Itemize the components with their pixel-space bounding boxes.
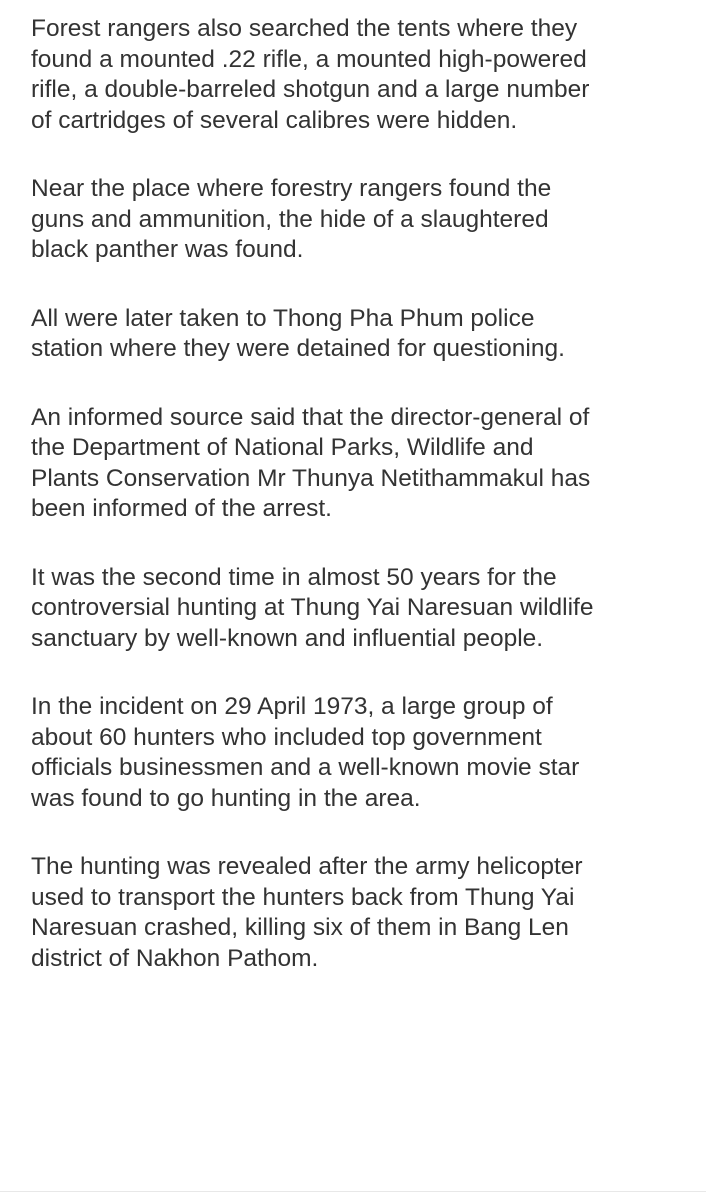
text-line: of cartridges of several calibres were hidden.: [31, 106, 518, 134]
text-line: station where they were detained for questioning.: [31, 335, 565, 362]
text-line: Plants Conservation Mr Thunya Netithammakul has: [31, 464, 591, 492]
article-paragraph: [31, 304, 681, 365]
text-line: Forest rangers also searched the tents where they: [31, 15, 578, 42]
text-line: Near the place where forestry rangers found the: [31, 175, 552, 202]
article-paragraph: [31, 403, 681, 525]
text-line: found a mounted .22 rifle, a mounted high-powered: [31, 45, 587, 73]
text-line: rifle, a double-barreled shotgun and a large number: [31, 76, 590, 103]
text-line: officials businessmen and a well-known movie star: [31, 754, 580, 781]
text-line: sanctuary by well-known and influential people.: [31, 624, 544, 652]
text-line: black panther was found.: [31, 236, 304, 263]
article-paragraph: [31, 563, 681, 655]
text-line: controversial hunting at Thung Yai Naresuan wildlife: [31, 594, 594, 621]
article-paragraph: [31, 692, 681, 814]
text-line: In the incident on 29 April 1973, a large group of: [31, 693, 553, 720]
text-line: about 60 hunters who included top government: [31, 723, 542, 751]
text-line: It was the second time in almost 50 years for the: [31, 563, 557, 591]
article-paragraph: [31, 14, 681, 136]
text-line: All were later taken to Thong Pha Phum police: [31, 304, 535, 332]
text-line: Naresuan crashed, killing six of them in Bang Len: [31, 914, 569, 941]
article-paragraph: [31, 174, 681, 266]
text-line: The hunting was revealed after the army helicopter: [31, 853, 583, 880]
article-paragraph: [31, 852, 681, 974]
text-line: the Department of National Parks, Wildlife and: [31, 434, 534, 461]
article-body: [31, 14, 681, 1012]
text-line: was found to go hunting in the area.: [31, 784, 421, 812]
text-line: used to transport the hunters back from Thung Yai: [31, 883, 575, 911]
text-line: An informed source said that the director-general of: [31, 403, 590, 431]
divider: [0, 1191, 706, 1192]
text-line: guns and ammunition, the hide of a slaughtered: [31, 205, 549, 233]
text-line: been informed of the arrest.: [31, 495, 332, 522]
text-line: district of Nakhon Pathom.: [31, 944, 319, 972]
